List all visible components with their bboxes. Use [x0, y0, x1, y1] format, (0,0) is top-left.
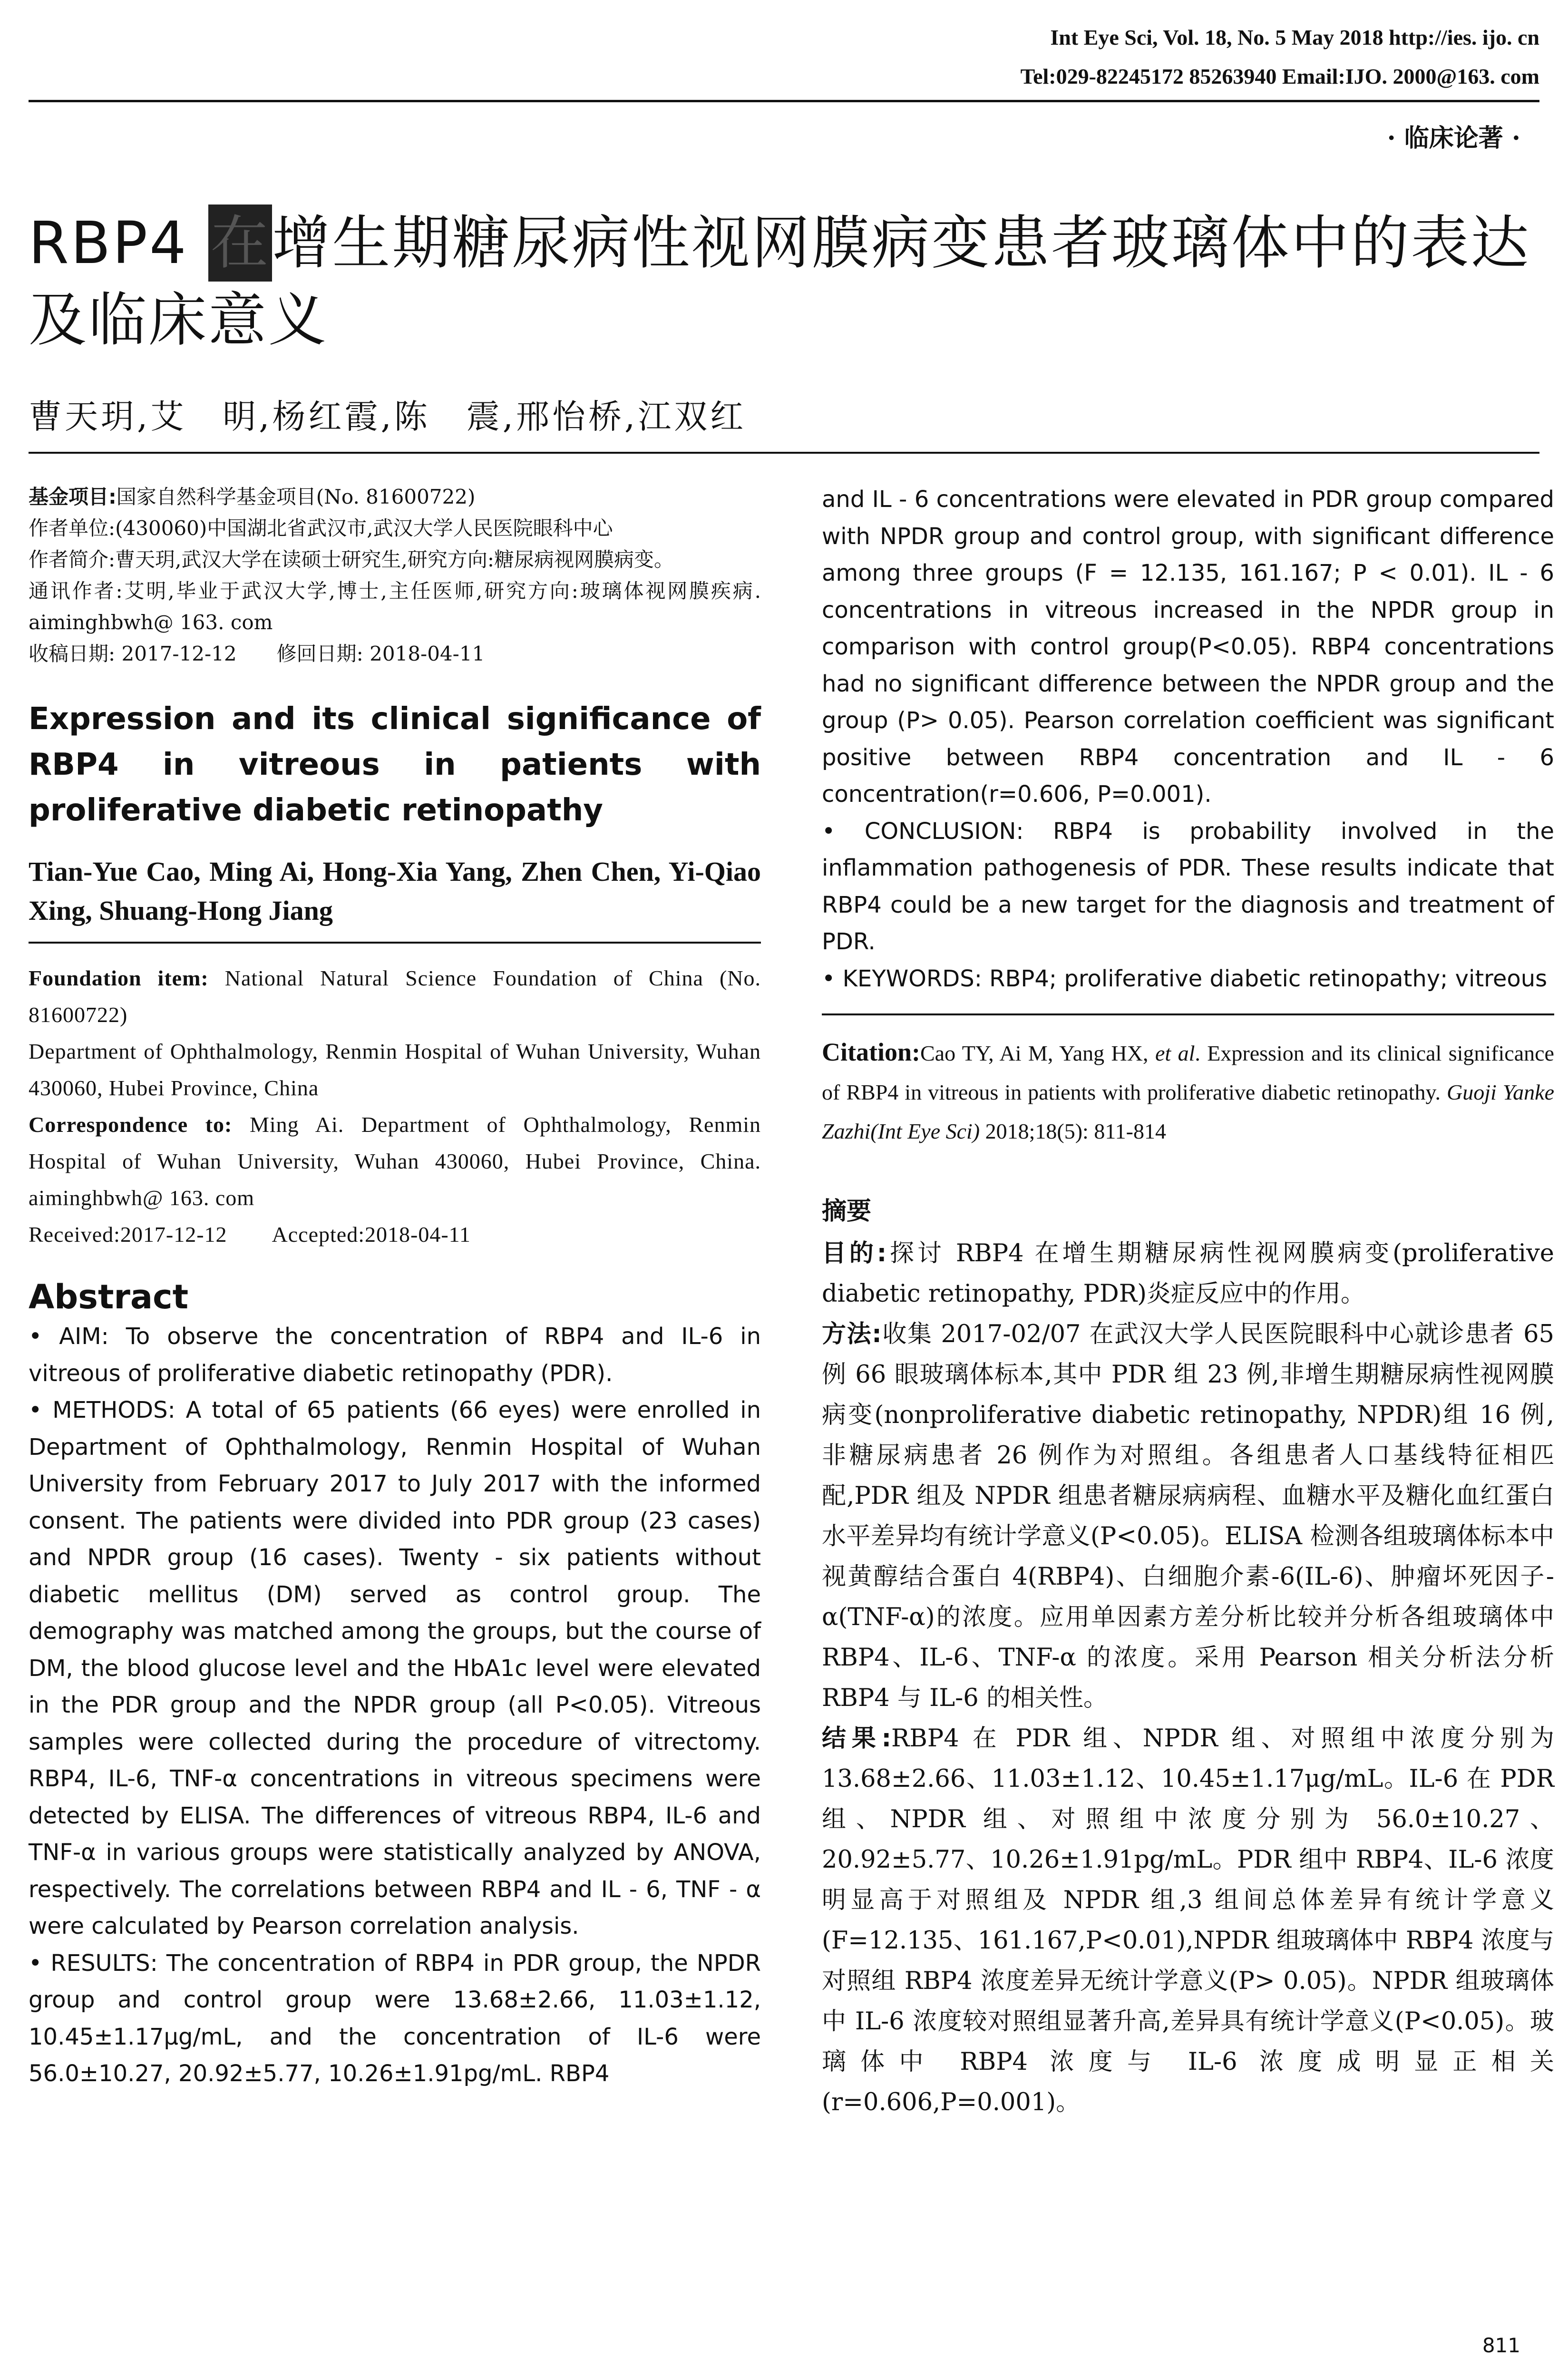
title-boxed-char: 在 [208, 205, 272, 282]
foundation-text: National Natural Science Foundation of China (No. 81600722) [29, 966, 761, 1027]
foundation-label: Foundation item: [29, 966, 209, 990]
funding-line [29, 481, 761, 513]
contact-line: Tel:029-82245172 85263940 Email:IJO. 2000@163. com [1020, 64, 1539, 88]
english-title: Expression and its clinical significance of RBP4 in vitreous in patients with proliferative diabetic retinopathy [29, 701, 761, 828]
corresponding-line: 通讯作者:艾明,毕业于武汉大学,博士,主任医师,研究方向:玻璃体视网膜疾病. aiminghbwh@ 163. com [29, 579, 761, 634]
zh-aim [822, 1233, 1554, 1314]
abstract-keywords: • KEYWORDS: RBP4; proliferative diabetic retinopathy; vitreous [822, 965, 1548, 992]
zh-methods-label: 方法: [822, 1320, 882, 1348]
authors-cn: 曹天玥,艾 明,杨红霞,陈 震,邢怡桥,江双红 [29, 397, 747, 436]
dates-line: 收稿日期: 2017-12-12 修回日期: 2018-04-11 [29, 642, 485, 665]
citation-etal: et al [1155, 1041, 1195, 1065]
zh-methods [822, 1314, 1554, 1718]
page-title [29, 205, 1541, 359]
correspondence-label: Correspondence to: [29, 1112, 233, 1137]
header-rule [29, 100, 1539, 102]
left-column [29, 481, 761, 2093]
abstract-conclusion: • CONCLUSION: RBP4 is probability involved in the inflammation pathogenesis of PDR. These results indicate that RBP4 could be a new target for the diagnosis and treatment of PDR. [822, 818, 1554, 955]
authors-rule [29, 452, 1539, 454]
citation-title: . Expression and its clinical significance of RBP4 in vitreous in patients with proliferative diabetic retinopathy. [822, 1041, 1554, 1104]
received-line: Received:2017-12-12 Accepted:2018-04-11 [29, 1222, 471, 1247]
abstract-aim: • AIM: To observe the concentration of RBP4 and IL-6 in vitreous of proliferative diabetic retinopathy (PDR). [29, 1323, 761, 1387]
title-rest: 增生期糖尿病性视网膜病变患者玻璃体中的表达及临床意义 [29, 209, 1531, 354]
journal-header: Int Eye Sci, Vol. 18, No. 5 May 2018 http://ies. ijo. cn [1050, 25, 1539, 49]
abstract-results-start: • RESULTS: The concentration of RBP4 in PDR group, the NPDR group and control group were 13.68±2.66, 11.03±1.12, 10.45±1.17μg/mL, and the concentration of IL-6 were 56.0±10.27, 20.92±5.77, 10.26±1.91pg/mL. RBP4 [29, 1949, 761, 2087]
author-bio-line: 作者简介:曹天玥,武汉大学在读硕士研究生,研究方向:糖尿病视网膜病变。 [29, 548, 674, 571]
citation-authors: Cao TY, Ai M, Yang HX, [920, 1041, 1155, 1065]
correspondence-line [29, 1106, 761, 1216]
correspondence-text: Ming Ai. Department of Ophthalmology, Renmin Hospital of Wuhan University, Wuhan 430060, Hubei Province, China. aiminghbwh@ 163. com [29, 1112, 761, 1210]
abstract-body-left [29, 1318, 761, 2093]
foundation-item [29, 960, 761, 1033]
affiliation-line: 作者单位:(430060)中国湖北省武汉市,武汉大学人民医院眼科中心 [29, 516, 613, 540]
abstract-heading: Abstract [29, 1277, 189, 1316]
funding-label: 基金项目: [29, 485, 117, 508]
english-meta [29, 960, 761, 1253]
right-rule [822, 1013, 1554, 1015]
zh-aim-text: 探讨 RBP4 在增生期糖尿病性视网膜病变(proliferative diabetic retinopathy, PDR)炎症反应中的作用。 [822, 1239, 1554, 1308]
section-label: · 临床论著 · [1387, 124, 1520, 153]
citation-journal: Guoji Yanke Zazhi(Int Eye Sci) [822, 1080, 1554, 1143]
zh-results-label: 结果: [822, 1724, 892, 1753]
department-line: Department of Ophthalmology, Renmin Hospital of Wuhan University, Wuhan 430060, Hubei Province, China [29, 1039, 761, 1100]
abstract-methods: • METHODS: A total of 65 patients (66 eyes) were enrolled in Department of Ophthalmology, Renmin Hospital of Wuhan University from February 2017 to July 2017 with the informed consent. The patients were divided into PDR group (23 cases) and NPDR group (16 cases). Twenty - six patients without diabetic mellitus (DM) served as control group. The demography was matched among the groups, but the course of DM, the blood glucose level and the HbA1c level were elevated in the PDR group and the NPDR group (all P<0.05). Vitreous samples were collected during the procedure of vitrectomy. RBP4, IL-6, TNF-α concentrations in vitreous specimens were detected by ELISA. The differences of vitreous RBP4, IL-6 and TNF-α in various groups were statistically analyzed by ANOVA, respectively. The correlations between RBP4 and IL - 6, TNF - α were calculated by Pearson correlation analysis. [29, 1397, 761, 1939]
english-authors: Tian-Yue Cao, Ming Ai, Hong-Xia Yang, Zhen Chen, Yi-Qiao Xing, Shuang-Hong Jiang [29, 856, 761, 926]
left-rule [29, 942, 761, 944]
title-prefix: RBP4 [29, 209, 209, 277]
zh-abstract-body [822, 1233, 1554, 2123]
zh-abstract-heading: 摘要 [822, 1197, 872, 1226]
right-column [822, 481, 1554, 2123]
abstract-body-right [822, 481, 1554, 997]
zh-results-text: RBP4 在 PDR 组、NPDR 组、对照组中浓度分别为 13.68±2.66、11.03±1.12、10.45±1.17μg/mL。IL-6 在 PDR 组、NPDR 组、对照组中浓度分别为 56.0±10.27、20.92±5.77、10.26±1.91pg/mL。PDR 组中 RBP4、IL-6 浓度明显高于对照组及 NPDR 组,3 组间总体差异有统计学意义(F=12.135、161.167,P<0.01),NPDR 组玻璃体中 RBP4 浓度与对照组 RBP4 浓度差异无统计学意义(P> 0.05)。NPDR 组玻璃体中 IL-6 浓度较对照组显著升高,差异具有统计学意义(P<0.05)。玻璃体中 RBP4 浓度与 IL-6 浓度成明显正相关(r=0.606,P=0.001)。 [822, 1724, 1554, 2116]
abstract-results-cont: and IL - 6 concentrations were elevated in PDR group compared with NPDR group and control group, with significant difference among three groups (F = 12.135, 161.167; P < 0.01). IL - 6 concentrations in vitreous increased in the NPDR group in comparison with control group(P<0.05). RBP4 concentrations had no significant difference between the NPDR group and the group (P> 0.05). Pearson correlation coefficient was significant positive between RBP4 concentration and IL - 6 concentration(r=0.606, P=0.001). [822, 486, 1554, 808]
citation-label: Citation: [822, 1038, 920, 1066]
citation-volume: 2018;18(5): 811-814 [980, 1119, 1166, 1143]
funding-text: 国家自然科学基金项目(No. 81600722) [116, 485, 476, 508]
citation [822, 1033, 1554, 1151]
page-number: 811 [1482, 2334, 1520, 2357]
zh-methods-text: 收集 2017-02/07 在武汉大学人民医院眼科中心就诊患者 65 例 66 眼玻璃体标本,其中 PDR 组 23 例,非增生期糖尿病性视网膜病变(nonproliferative diabetic retinopathy, NPDR)组 16 例,非糖尿病患者 26 例作为对照组。各组患者人口基线特征相匹配,PDR 组及 NPDR 组患者糖尿病病程、血糖水平及糖化血红蛋白水平差异均有统计学意义(P<0.05)。ELISA 检测各组玻璃体标本中视黄醇结合蛋白 4(RBP4)、白细胞介素-6(IL-6)、肿瘤坏死因子-α(TNF-α)的浓度。应用单因素方差分析比较并分析各组玻璃体中 RBP4、IL-6、TNF-α 的浓度。采用 Pearson 相关分析法分析 RBP4 与 IL-6 的相关性。 [822, 1320, 1554, 1712]
zh-aim-label: 目的: [822, 1239, 887, 1267]
zh-results [822, 1718, 1554, 2123]
cn-meta [29, 481, 761, 670]
